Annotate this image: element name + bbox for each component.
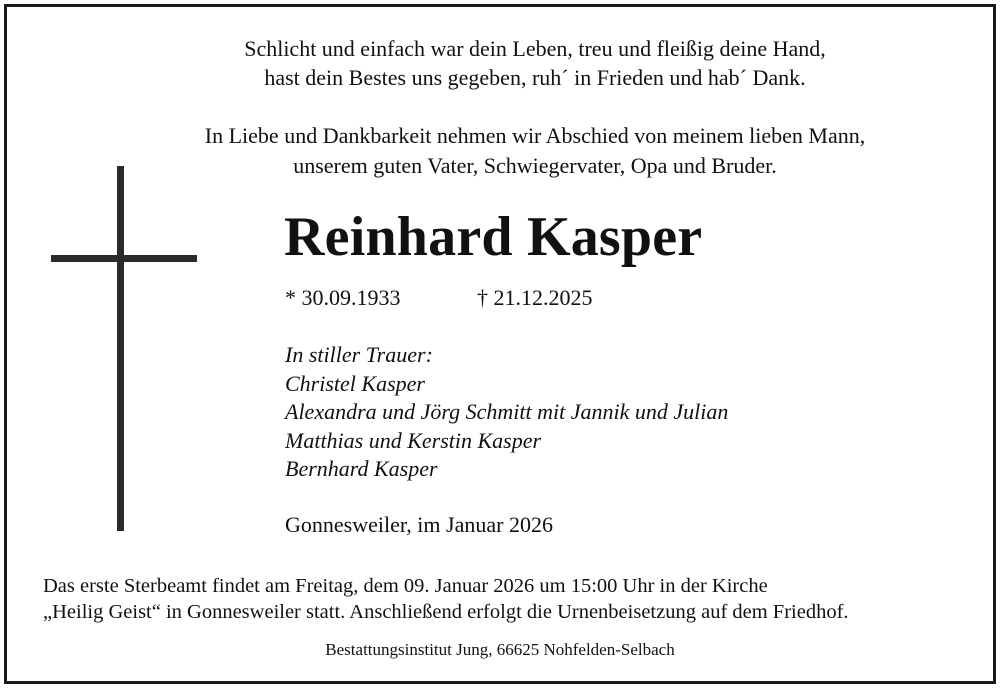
mourner-name: Alexandra und Jörg Schmitt mit Jannik und Julian	[285, 399, 729, 425]
verse-line-1: Schlicht und einfach war dein Leben, treu und fleißig deine Hand,	[244, 36, 826, 61]
cross-horizontal-beam	[51, 255, 197, 262]
mourner-name: Christel Kasper	[285, 370, 425, 396]
service-line-2: „Heilig Geist“ in Gonnesweiler statt. Anschließend erfolgt die Urnenbeisetzung auf dem Friedhof.	[43, 601, 849, 623]
undertaker-info: Bestattungsinstitut Jung, 66625 Nohfelden-Selbach	[325, 640, 675, 659]
life-dates	[285, 284, 593, 312]
mourners-heading: In stiller Trauer:	[285, 342, 433, 367]
service-announcement	[43, 573, 849, 625]
place-and-date: Gonnesweiler, im Januar 2026	[285, 512, 553, 537]
verse-line-2: hast dein Bestes uns gegeben, ruh´ in Frieden und hab´ Dank.	[264, 65, 806, 90]
mourners-list	[285, 341, 728, 484]
intro-line-2: unserem guten Vater, Schwiegervater, Opa und Bruder.	[293, 153, 777, 178]
mourner-name: Bernhard Kasper	[285, 456, 438, 482]
mourner-name: Matthias und Kerstin Kasper	[285, 427, 542, 453]
service-line-1: Das erste Sterbeamt findet am Freitag, dem 09. Januar 2026 um 15:00 Uhr in der Kirche	[43, 575, 768, 597]
birth-date: * 30.09.1933	[285, 285, 401, 310]
cross-vertical-beam	[117, 166, 124, 531]
memorial-verse	[100, 34, 970, 92]
deceased-name: Reinhard Kasper	[284, 206, 703, 268]
intro-line-1: In Liebe und Dankbarkeit nehmen wir Abschied von meinem lieben Mann,	[204, 123, 866, 148]
farewell-intro	[100, 121, 970, 181]
death-date: † 21.12.2025	[477, 285, 593, 310]
